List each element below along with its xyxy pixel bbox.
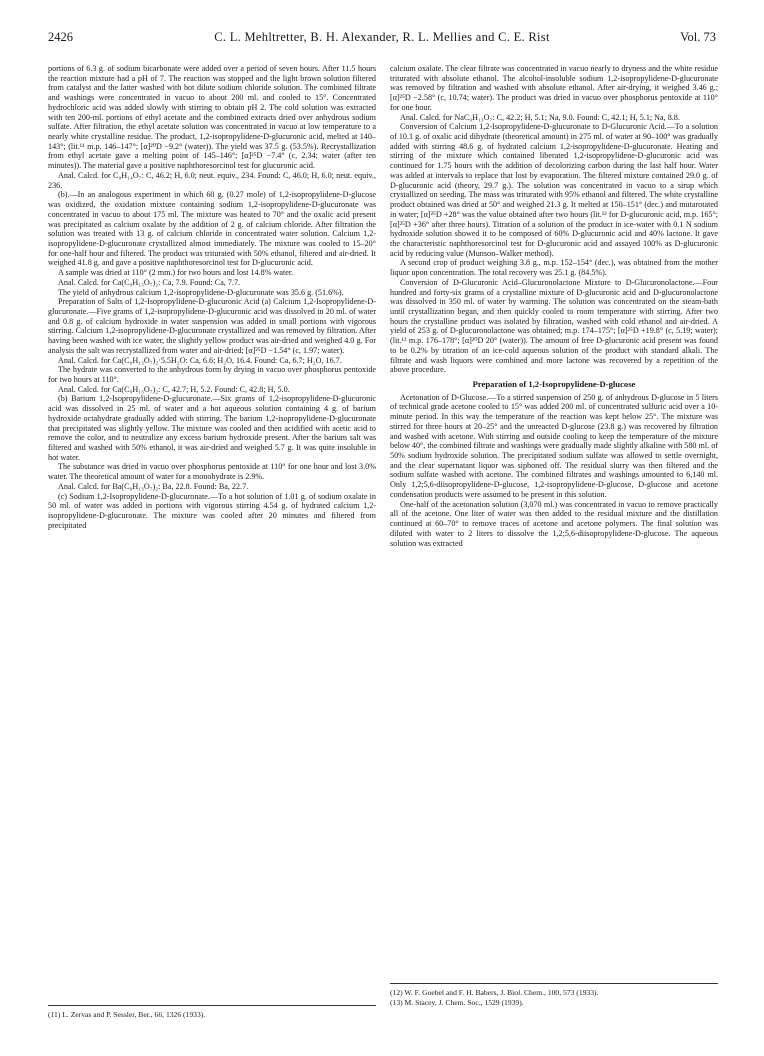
paragraph: Preparation of Salts of 1,2-Isopropylidene-D-glucuronic Acid (a) Calcium 1,2-Isopropylidene-D-glucuronate.—Five grams of 1,2-isopropylidene-D-glucuronic acid was dissolved in 20 ml. of water and 0.8 g. of calcium hydroxide in water suspension was added in small portions with vigorous stirring. Calcium 1,2-isopropylidene-D-glucuronate crystallized and was removed by filtration. After having been washed with ice water, the slightly yellow product was air-dried and weighed 4.0 g. For analysis the salt was recrystallized from water and air-dried; [α]²⁵D −1.54° (c, 1.97; water). [48, 297, 376, 355]
paragraph: Conversion of Calcium 1,2-Isopropylidene-D-glucuronate to D-Glucuronic Acid.—To a solution of 10.1 g. of oxalic acid dihydrate (theoretical amount) in 275 ml. of water at 90–100° was gradually added with stirring 48.6 g. of hydrated calcium 1,2-isopropylidene-D-glucuronate. Heating and stirring of the mixture which contained liberated 1,2-isopropylidene-D-glucuronic acid was continued for 1.75 hours with the addition of decolorizing carbon during the last half hour. Water was added at intervals to replace that lost by evaporation. The filtered mixture contained 29.0 g. of D-glucuronic acid (theory, 29.7 g.). The solution was concentrated in vacuo to a sirup which crystallized on seeding. The mass was triturated with 95% ethanol and filtered. The white crystalline product obtained was dried at 50° and weighed 21.3 g. It melted at 150–151° (dec.) and mutarotated in water; [α]²⁵D +28° was the value obtained after two hours (lit.¹² for D-glucuronic acid, m.p. 165°; [α]²⁵D +36° after three hours). Titration of a solution of the product in ice-water with 0.1 N sodium hydroxide solution showed it to be composed of 60% D-glucuronic acid and 40% lactone. It gave the characteristic naphthoresorcinol test for D-glucuronic acid and assayed 100% as D-glucuronic acid by reducing value (Munson–Walker method). [390, 122, 718, 258]
paragraph: One-half of the acetonation solution (3,070 ml.) was concentrated in vacuo to remove practically all of the acetone. One liter of water was then added to the residual mixture and the distillation continued at 60–70° to remove traces of acetone and acetone polymers. The final solution was diluted with water to 2 liters to dissolve the 1,2;5,6-diisopropylidene-D-glucose. The aqueous solution was extracted [390, 499, 718, 548]
paragraph: Anal. Calcd. for NaC₉H₁₃O₇: C, 42.2; H, 5.1; Na, 9.0. Found: C, 42.1; H, 5.1; Na, 8.8. [400, 112, 680, 122]
section-heading: Preparation of 1,2-Isopropylidene-D-glucose [472, 379, 636, 389]
left-column [48, 64, 376, 531]
paragraph: A second crop of product weighing 3.8 g., m.p. 152–154° (dec.), was obtained from the mother liquor upon concentration. The total recovery was 25.1 g. (84.5%). [390, 258, 718, 278]
page-number: 2426 [48, 30, 73, 44]
paragraph: (b).—In an analogous experiment in which 60 g. (0.27 mole) of 1,2-isopropylidene-D-glucose was oxidized, the oxidation mixture containing sodium 1,2-isopropylidene-D-glucuronate was concentrated in vacuo to about 175 ml. The mixture was heated to 70° and the oxalic acid present was precipitated as calcium oxalate by the addition of 2 g. of calcium chloride. After filtration the solution was treated with 13 g. of calcium chloride in concentrated water solution. Calcium 1,2-isopropylidene-D-glucuronate crystallized almost immediately. The mixture was cooled to 15–20° for one-half hour and filtered. The product was triturated with 50% ethanol, filtered and air-dried. It weighed 41.8 g. and gave a positive naphthoresorcinol test for D-glucuronic acid. [48, 190, 376, 268]
paragraph: Anal. Calcd. for Ca(C₉H₁₃O₇)₂: Ca, 7.9. Found: Ca, 7.7. [58, 277, 241, 287]
footnote: (13) M. Stacey, J. Chem. Soc., 1529 (1939). [390, 997, 524, 1007]
right-column [390, 64, 718, 548]
running-header [48, 30, 716, 46]
paragraph: The hydrate was converted to the anhydrous form by drying in vacuo over phosphorus pentoxide for two hours at 110°. [48, 365, 376, 384]
footnotes-right [390, 983, 718, 1007]
paragraph: portions of 6.3 g. of sodium bicarbonate were added over a period of seven hours. After 11.5 hours the reaction mixture had a pH of 7. The reaction was stopped and the light brown solution filtered from catalyst and the latter washed with hot dilute sodium chloride solution. The combined filtrate and washings were concentrated in vacuo to about 200 ml. and cooled to 15°. Concentrated hydrochloric acid was added slowly with stirring to obtain pH 2. The cold solution was extracted with ten 200-ml. portions of ethyl acetate and the combined extracts dried over anhydrous sodium sulfate. After filtration, the ethyl acetate solution was concentrated in vacuo at low temperature to a nearly white crystalline residue. The product, 1,2-isopropylidene-D-glucuronic acid, melted at 140–143°; (lit.¹¹ m.p. 146–147°; [α]²⁰D −9.2° (water)). The yield was 37.5 g. (53.5%). Recrystallization from ethyl acetate gave a melting point of 145–146°; [α]²⁵D −7.4° (c, 2.34; water (after ten minutes)). The material gave a positive naphthoresorcinol test for glucuronic acid. [48, 64, 376, 171]
footnotes-left [48, 1005, 376, 1020]
paragraph: (c) Sodium 1,2-Isopropylidene-D-glucuronate.—To a hot solution of 1.01 g. of sodium oxalate in 50 ml. of water was added in portions with vigorous stirring 4.54 g. of hydrated calcium 1,2-isopropylidene-D-glucuronate. The mixture was cooled after 20 minutes and filtered from precipitated [48, 491, 376, 530]
footnote: (12) W. F. Goebel and F. H. Babers, J. Biol. Chem., 100, 573 (1933). [390, 988, 599, 997]
paragraph: Anal. Calcd. for Ba(C₉H₁₃O₇)₂: Ba, 22.8. Found: Ba, 22.7. [58, 481, 249, 491]
paragraph: Anal. Calcd. for Ca(C₉H₁₃O₇)₂·5.5H₂O: Ca, 6.6; H₂O, 16.4. Found: Ca, 6.7; H₂O, 16.7. [58, 355, 342, 365]
paragraph: The yield of anhydrous calcium 1,2-isopropylidene-D-glucuronate was 35.6 g. (51.6%). [58, 287, 344, 297]
paragraph: Anal. Calcd. for Ca(C₉H₁₃O₇)₂: C, 42.7; H, 5.2. Found: C, 42.8; H, 5.0. [58, 384, 290, 394]
paragraph: Conversion of D-Glucuronic Acid–Glucuronolactone Mixture to D-Glucuronolactone.—Four hundred and forty-six grams of a crystalline mixture of D-glucuronic acid and D-glucuronolactone was dissolved in 350 ml. of water by warming. The solution was concentrated on the steam-bath until crystallization began, and then quickly cooled to room temperature with stirring. After two hours the crystalline product was isolated by filtration, washed with cold ethanol and air-dried. A yield of 253 g. of D-glucuronolactone was obtained; m.p. 174–175°; [α]²⁵D +19.8° (c, 5.19; water); (lit.¹³ m.p. 176–178°; [α]²⁰D 20° (water)). The amount of free D-glucuronic acid present was found to be 0.2% by titration of an ice-cold aqueous solution of the product with standard alkali. The filtrate and wash liquors were combined and more lactone was recovered by a repetition of the above procedure. [390, 277, 718, 375]
volume-label: Vol. 73 [680, 30, 716, 44]
paragraph: Anal. Calcd. for C₉H₁₄O₇: C, 46.2; H, 6.0; neut. equiv., 234. Found: C, 46.0; H, 6.0; neut. equiv., 236. [48, 170, 376, 190]
paragraph: A sample was dried at 110° (2 mm.) for two hours and lost 14.8% water. [58, 268, 294, 278]
paragraph: The substance was dried in vacuo over phosphorus pentoxide at 110° for one hour and lost 3.0% water. The theoretical amount of water for a monohydrate is 2.9%. [48, 462, 376, 482]
footnote: (11) L. Zervas and P. Sessler, Ber., 66, 1326 (1933). [48, 1010, 206, 1019]
paragraph: calcium oxalate. The clear filtrate was concentrated in vacuo nearly to dryness and the white residue triturated with absolute ethanol. The alcohol-insoluble sodium 1,2-isopropylidene-D-glucuronate was removed by filtration and washed with absolute ethanol. After air-drying, it weighed 3.46 g.; [α]²⁵D −2.58° (c, 10.74; water). The product was dried in vacuo over phosphorus pentoxide at 110° for one hour. [390, 64, 718, 112]
paragraph: Acetonation of D-Glucose.—To a stirred suspension of 250 g. of anhydrous D-glucose in 5 liters of technical grade acetone cooled to 15° was added 200 ml. of concentrated sulfuric acid over a 10-minute period. In this way the temperature of the reaction was kept below 25°. The mixture was stirred for three hours at 20–25° and the unreacted D-glucose (23.8 g.) was recovered by filtration and washed with acetone. With stirring and outside cooling to keep the temperature of the mixture below 40°, the combined filtrate and washings were gradually made slightly alkaline with 580 ml. of 50% sodium hydroxide solution. The precipitated sodium sulfate was allowed to settle overnight, and the clear supernatant liquor was siphoned off. The residual slurry was then filtered and the sodium sulfate washed with acetone. The combined filtrates and washings amounted to 6,140 ml. Only 1,2;5,6-diisopropylidene-D-glucose, 1,2-isopropylidene-D-glucose, D-glucose and acetone condensation products were assumed to be present in this solution. [390, 392, 718, 499]
paragraph: (b) Barium 1,2-Isopropylidene-D-glucuronate.—Six grams of 1,2-isopropylidene-D-glucuronic acid was dissolved in 25 ml. of water and a hot aqueous solution containing 4 g. of barium hydroxide octahydrate gradually added with stirring. The barium 1,2-isopropylidene-D-glucuronate that precipitated was slightly yellow. The mixture was cooled and then acidified with acetic acid to remove the color, and to neutralize any excess barium hydroxide present. After the barium salt was filtered and washed with 50% ethanol, it was air-dried and weighed 5.7 g. It was quite insoluble in hot water. [48, 394, 376, 462]
author-line: C. L. Mehltretter, B. H. Alexander, R. L. Mellies and C. E. Rist [214, 30, 550, 44]
